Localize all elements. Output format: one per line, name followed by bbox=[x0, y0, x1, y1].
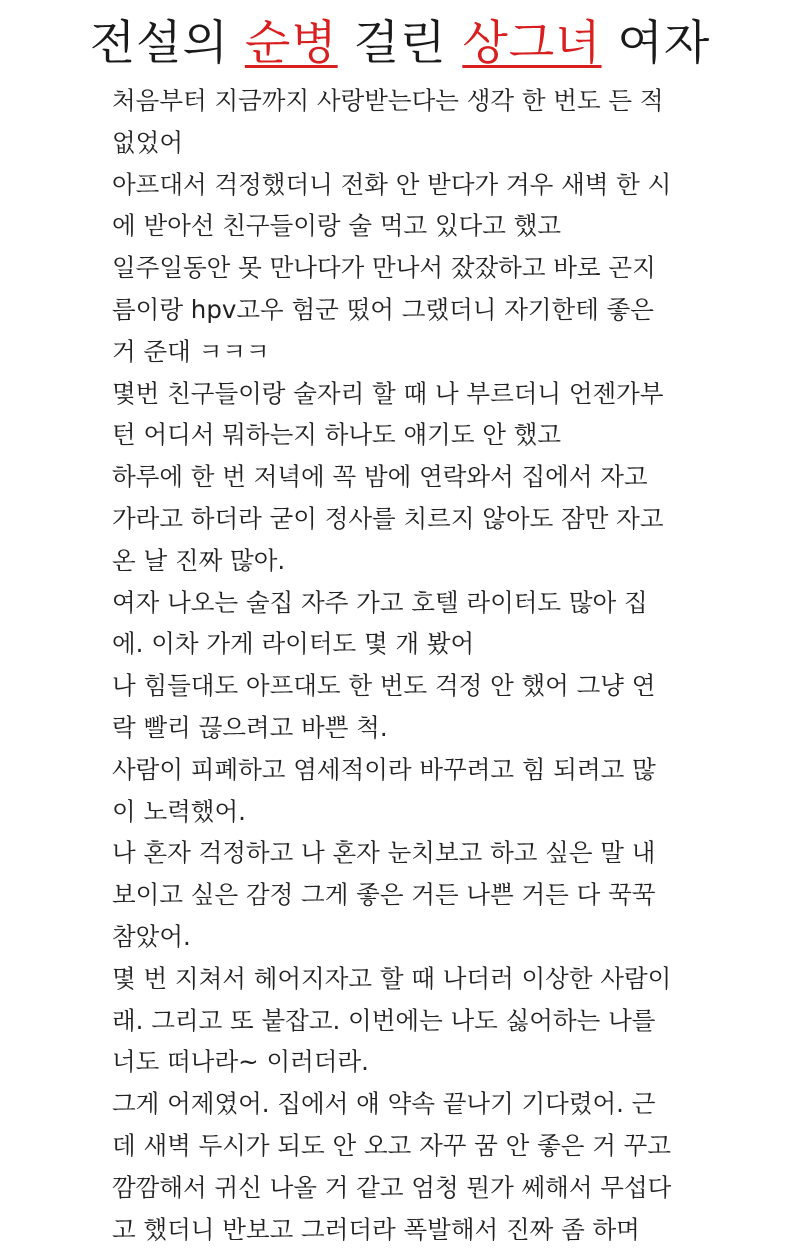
text-line: 일주일동안 못 만나다가 만나서 잤잤하고 바로 곤지 bbox=[112, 253, 656, 283]
paragraph bbox=[112, 373, 702, 457]
text-line: 그게 어제였어. 집에서 얘 약속 끝나기 기다렸어. 근 bbox=[112, 1089, 656, 1119]
text-line: 락 빨리 끊으려고 바쁜 척. bbox=[112, 712, 388, 742]
text-line: 너도 떠나라~ 이러더라. bbox=[112, 1047, 369, 1077]
text-line: 아프대서 걱정했더니 전화 안 받다가 겨우 새벽 한 시 bbox=[112, 169, 672, 199]
text-line: 턴 어디서 뭐하는지 하나도 얘기도 안 했고 bbox=[112, 420, 562, 450]
paragraph bbox=[112, 958, 702, 1083]
text-line: 처음부터 지금까지 사랑받는다는 생각 한 번도 든 적 bbox=[112, 86, 664, 115]
text-line: 가라고 하더라 굳이 정사를 치르지 않아도 잠만 자고 bbox=[112, 503, 664, 533]
page-title bbox=[0, 8, 800, 80]
paragraph bbox=[112, 456, 702, 581]
title-part-5: 여자 bbox=[601, 16, 711, 71]
paragraph bbox=[112, 582, 702, 666]
post-body bbox=[112, 80, 702, 1250]
title-highlight-1: 순병 bbox=[244, 16, 338, 71]
paragraph bbox=[112, 247, 702, 372]
title-part-1: 전설의 bbox=[89, 16, 245, 71]
text-line: 온 날 진짜 많아. bbox=[112, 545, 286, 575]
paragraph bbox=[112, 1083, 702, 1250]
text-line: 깜깜해서 귀신 나올 거 같고 엄청 뭔가 쎄해서 무섭다 bbox=[112, 1172, 672, 1202]
text-line: 하루에 한 번 저녁에 꼭 밤에 연락와서 집에서 자고 bbox=[112, 462, 648, 492]
text-line: 사람이 피폐하고 염세적이라 바꾸려고 힘 되려고 많 bbox=[112, 754, 656, 784]
text-line: 보이고 싶은 감정 그게 좋은 거든 나쁜 거든 다 꾹꾹 bbox=[112, 880, 656, 910]
text-line: 고 했더니 반보고 그러더라 폭발해서 진짜 좀 하며 bbox=[112, 1214, 640, 1244]
paragraph bbox=[112, 164, 702, 248]
paragraph bbox=[112, 749, 702, 833]
paragraph bbox=[112, 665, 702, 749]
text-line: 이 노력했어. bbox=[112, 796, 246, 826]
paragraph bbox=[112, 80, 702, 164]
paragraph bbox=[112, 832, 702, 957]
text-line: 참았어. bbox=[112, 921, 191, 951]
text-line: 데 새벽 두시가 되도 안 오고 자꾸 꿈 안 좋은 거 꾸고 bbox=[112, 1130, 672, 1160]
text-line: 몇 번 지쳐서 헤어지자고 할 때 나더러 이상한 사람이 bbox=[112, 963, 672, 993]
title-part-3: 걸린 bbox=[337, 16, 463, 71]
text-line: 래. 그리고 또 붙잡고. 이번에는 나도 싫어하는 나를 bbox=[112, 1005, 656, 1035]
text-line: 나 힘들대도 아프대도 한 번도 걱정 안 했어 그냥 연 bbox=[112, 671, 656, 701]
text-line: 에 받아선 친구들이랑 술 먹고 있다고 했고 bbox=[112, 211, 562, 241]
text-line: 없었어 bbox=[112, 127, 184, 157]
text-line: 거 준대 ㅋㅋㅋ bbox=[112, 336, 270, 366]
text-line: 나 혼자 걱정하고 나 혼자 눈치보고 하고 싶은 말 내 bbox=[112, 838, 656, 868]
text-line: 름이랑 hpv고우 험군 떴어 그랬더니 자기한테 좋은 bbox=[112, 294, 654, 324]
text-line: 여자 나오는 술집 자주 가고 호텔 라이터도 많아 집 bbox=[112, 587, 648, 617]
title-highlight-2: 상그녀 bbox=[462, 16, 602, 71]
text-line: 몇번 친구들이랑 술자리 할 때 나 부르더니 언젠가부 bbox=[112, 378, 664, 408]
text-line: 에. 이차 가게 라이터도 몇 개 봤어 bbox=[112, 629, 475, 659]
